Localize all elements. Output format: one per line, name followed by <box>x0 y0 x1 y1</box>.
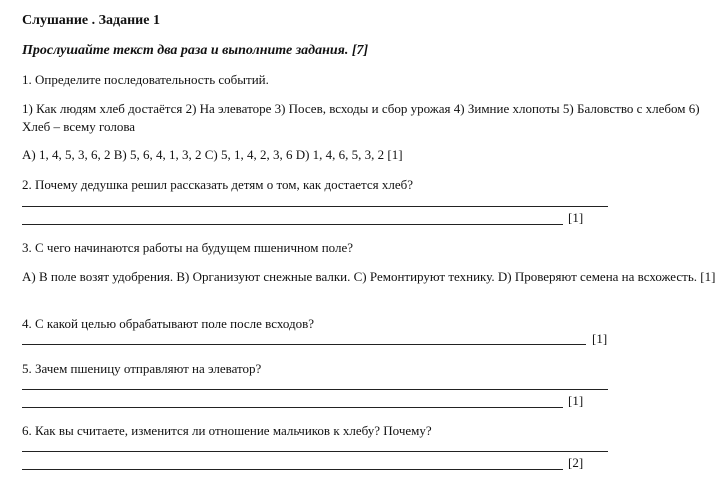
q4-answer-line[interactable] <box>22 344 586 345</box>
q3-question: 3. С чего начинаются работы на будущем пшеничном поле? <box>22 240 354 255</box>
q5-answer-line-1[interactable] <box>22 389 608 390</box>
q6-question: 6. Как вы считаете, изменится ли отношение мальчиков к хлебу? Почему? <box>22 423 432 438</box>
q2-answer-line-1[interactable] <box>22 206 608 207</box>
q6-score: [2] <box>568 455 584 470</box>
q5-score: [1] <box>568 393 584 408</box>
q1-options: A) 1, 4, 5, 3, 6, 2 B) 5, 6, 4, 1, 3, 2 C) 5, 1, 4, 2, 3, 6 D) 1, 4, 6, 5, 3, 2 [1] <box>22 147 403 162</box>
q5-answer-line-2[interactable] <box>22 407 563 408</box>
q3-options: A) В поле возят удобрения. B) Организуют снежные валки. C) Ремонтируют технику. D) Проверяют семена на всхожесть. [1] <box>22 269 716 284</box>
q4-score: [1] <box>592 331 608 346</box>
q6-answer-line-1[interactable] <box>22 451 608 452</box>
q1-question: 1. Определите последовательность событий. <box>22 72 269 87</box>
q6-answer-line-2[interactable] <box>22 469 563 470</box>
q2-score: [1] <box>568 210 584 225</box>
q2-question: 2. Почему дедушка решил рассказать детям о том, как достается хлеб? <box>22 177 414 192</box>
q4-question: 4. С какой целью обрабатывают поле после всходов? <box>22 316 314 331</box>
q5-question: 5. Зачем пшеницу отправляют на элеватор? <box>22 361 262 376</box>
q2-answer-line-2[interactable] <box>22 224 563 225</box>
page-title: Слушание . Задание 1 <box>22 13 160 28</box>
instruction: Прослушайте текст два раза и выполните задания. [7] <box>22 43 369 58</box>
q1-items: 1) Как людям хлеб достаётся 2) На элеваторе 3) Посев, всходы и сбор урожая 4) Зимние хлопоты 5) Баловство с хлебом 6) Хлеб – всему голова <box>22 101 700 134</box>
